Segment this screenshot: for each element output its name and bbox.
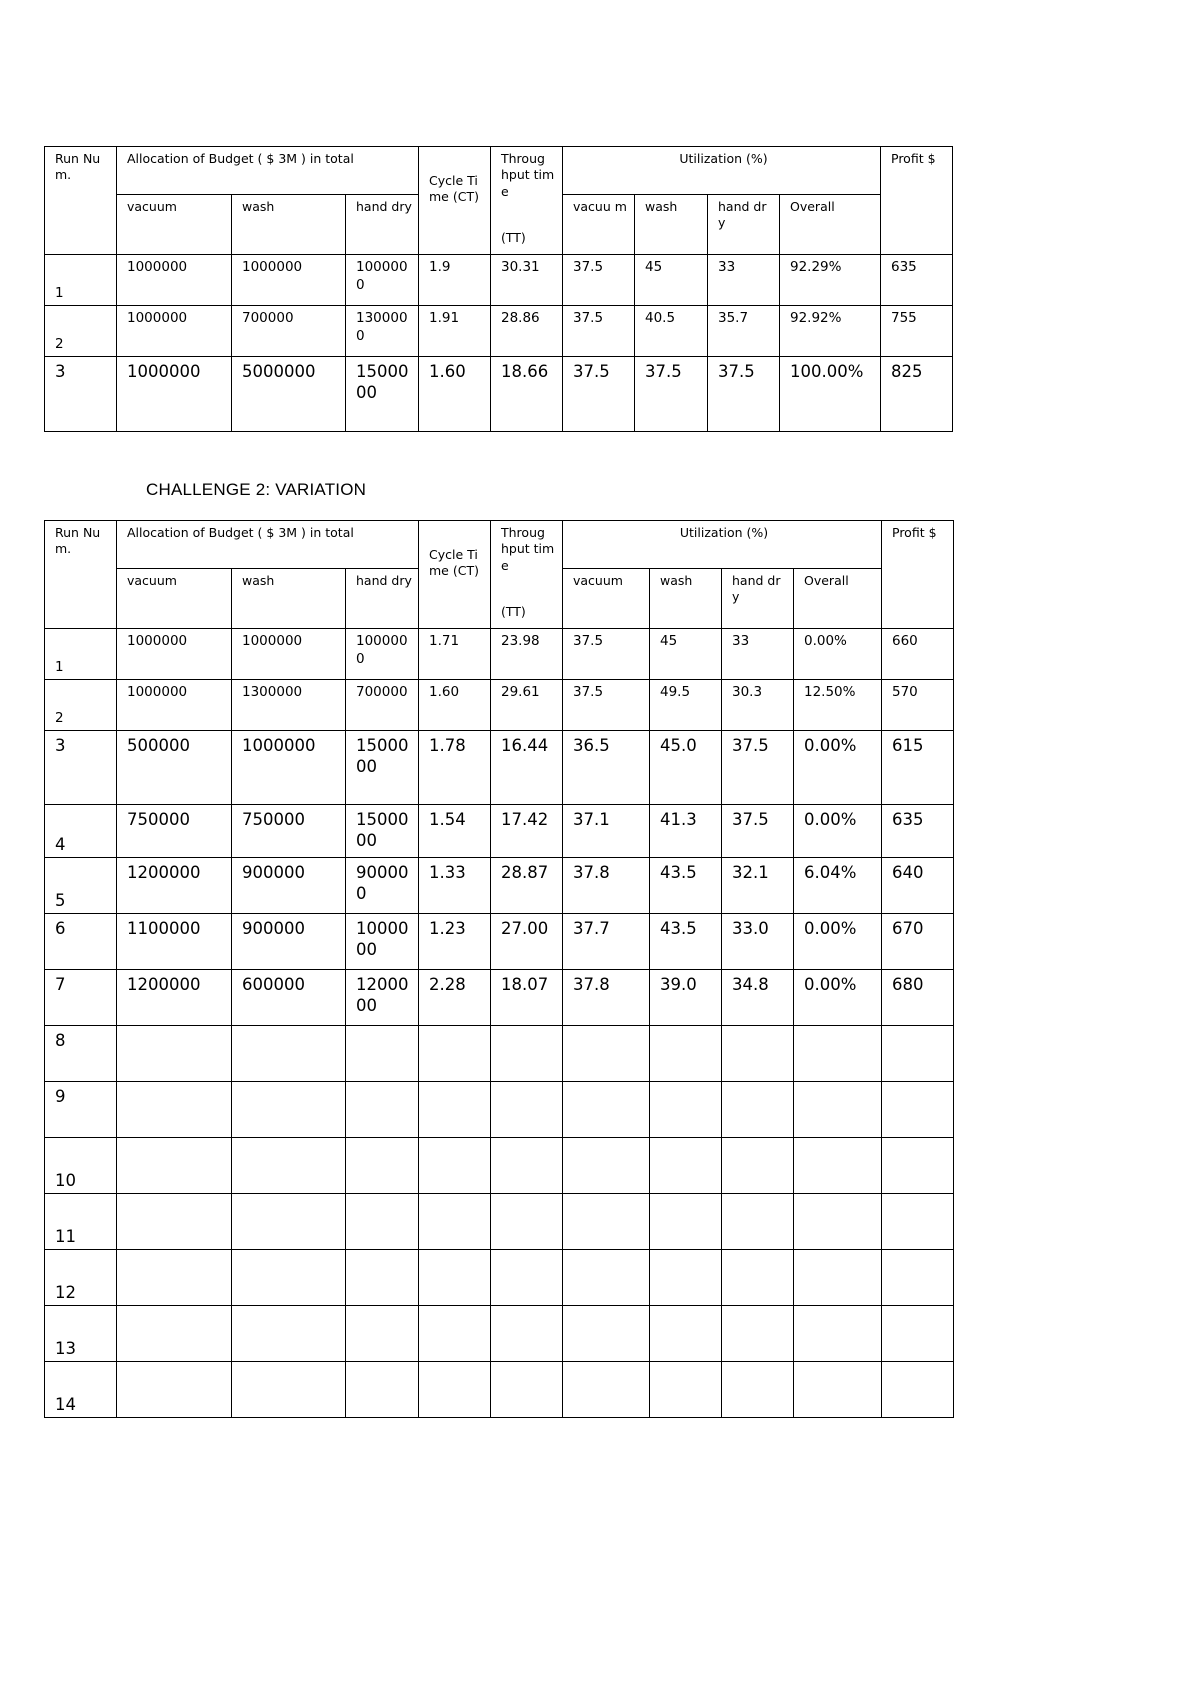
- utilization-header: Utilization (%): [563, 147, 881, 195]
- vacuum-cell: [117, 1250, 232, 1306]
- util-wash-cell: 49.5: [650, 680, 722, 731]
- cycle-time-header: Cycle Time (CT): [419, 147, 491, 255]
- util-wash-cell: [650, 1194, 722, 1250]
- throughput-cell: [491, 1306, 563, 1362]
- util-overall-cell: 12.50%: [794, 680, 882, 731]
- util-vacuum-cell: [563, 1362, 650, 1418]
- wash-cell: 900000: [232, 914, 346, 970]
- util-wash-cell: 43.5: [650, 858, 722, 914]
- profit-cell: [882, 1138, 954, 1194]
- table-row: [45, 1026, 954, 1082]
- util-vacuum-cell: 37.1: [563, 805, 650, 858]
- wash-cell: 1000000: [232, 255, 346, 306]
- vacuum-cell: 1000000: [117, 680, 232, 731]
- run-header: Run Num.: [45, 521, 117, 629]
- util-overall-cell: 0.00%: [794, 914, 882, 970]
- wash-cell: 1000000: [232, 629, 346, 680]
- table-row: [45, 1306, 954, 1362]
- profit-cell: 635: [881, 255, 953, 306]
- wash-cell: 1000000: [232, 731, 346, 805]
- run-number-cell: 6: [45, 914, 117, 970]
- cycle-time-cell: 1.54: [419, 805, 491, 858]
- throughput-cell: [491, 1082, 563, 1138]
- util-vacuum-cell: [563, 1250, 650, 1306]
- util-overall-cell: [794, 1362, 882, 1418]
- wash-cell: 1300000: [232, 680, 346, 731]
- table-row: [45, 1362, 954, 1418]
- util-overall-cell: 0.00%: [794, 970, 882, 1026]
- hand-dry-cell: [346, 1194, 419, 1250]
- util-overall-cell: [794, 1194, 882, 1250]
- throughput-header: [491, 521, 563, 629]
- run-number-cell: 4: [45, 805, 117, 858]
- hand-dry-cell: 1200000: [346, 970, 419, 1026]
- cycle-time-cell: 1.71: [419, 629, 491, 680]
- util-hand-dry-cell: [722, 1026, 794, 1082]
- hand-dry-cell: 1300000: [346, 306, 419, 357]
- cycle-time-cell: [419, 1138, 491, 1194]
- util-hand-dry-cell: 37.5: [722, 731, 794, 805]
- util-overall-cell: 100.00%: [780, 357, 881, 432]
- util-hand-dry-header: hand dry: [722, 569, 794, 629]
- utilization-header: Utilization (%): [563, 521, 882, 569]
- run-number-cell: 10: [45, 1138, 117, 1194]
- util-overall-cell: 0.00%: [794, 629, 882, 680]
- profit-cell: 660: [882, 629, 954, 680]
- util-overall-header: Overall: [794, 569, 882, 629]
- run-number-cell: 14: [45, 1362, 117, 1418]
- vacuum-header: vacuum: [117, 569, 232, 629]
- throughput-header: [491, 147, 563, 255]
- vacuum-cell: [117, 1306, 232, 1362]
- vacuum-cell: 1100000: [117, 914, 232, 970]
- vacuum-cell: [117, 1362, 232, 1418]
- hand-dry-cell: 1500000: [346, 357, 419, 432]
- cycle-time-cell: [419, 1082, 491, 1138]
- wash-cell: 600000: [232, 970, 346, 1026]
- wash-header: wash: [232, 569, 346, 629]
- util-vacuum-cell: 37.8: [563, 970, 650, 1026]
- hand-dry-cell: 1000000: [346, 629, 419, 680]
- run-number-cell: 3: [45, 357, 117, 432]
- util-hand-dry-cell: [722, 1250, 794, 1306]
- hand-dry-cell: [346, 1026, 419, 1082]
- util-wash-cell: [650, 1250, 722, 1306]
- util-wash-header: wash: [635, 195, 708, 255]
- cycle-time-cell: [419, 1250, 491, 1306]
- allocation-header: Allocation of Budget ( $ 3M ) in total: [117, 521, 419, 569]
- util-hand-dry-cell: 37.5: [708, 357, 780, 432]
- run-number-cell: 1: [45, 255, 117, 306]
- profit-cell: 670: [882, 914, 954, 970]
- util-wash-cell: 37.5: [635, 357, 708, 432]
- util-hand-dry-cell: [722, 1362, 794, 1418]
- wash-cell: [232, 1082, 346, 1138]
- util-hand-dry-cell: 34.8: [722, 970, 794, 1026]
- vacuum-cell: [117, 1138, 232, 1194]
- util-wash-cell: 43.5: [650, 914, 722, 970]
- throughput-cell: [491, 1250, 563, 1306]
- profit-cell: [882, 1026, 954, 1082]
- profit-cell: 640: [882, 858, 954, 914]
- hand-dry-cell: [346, 1306, 419, 1362]
- cycle-time-cell: [419, 1194, 491, 1250]
- wash-cell: 700000: [232, 306, 346, 357]
- util-wash-cell: [650, 1362, 722, 1418]
- hand-dry-cell: [346, 1082, 419, 1138]
- util-hand-dry-cell: 30.3: [722, 680, 794, 731]
- table-row: [45, 255, 953, 306]
- cycle-time-header: Cycle Time (CT): [419, 521, 491, 629]
- hand-dry-cell: 900000: [346, 858, 419, 914]
- throughput-cell: 28.87: [491, 858, 563, 914]
- util-overall-cell: 92.92%: [780, 306, 881, 357]
- hand-dry-cell: 1500000: [346, 731, 419, 805]
- throughput-cell: [491, 1362, 563, 1418]
- util-hand-dry-cell: 33: [722, 629, 794, 680]
- profit-cell: 635: [882, 805, 954, 858]
- profit-cell: [882, 1306, 954, 1362]
- run-number-cell: 2: [45, 680, 117, 731]
- util-wash-cell: 39.0: [650, 970, 722, 1026]
- hand-dry-cell: [346, 1362, 419, 1418]
- cycle-time-cell: 1.9: [419, 255, 491, 306]
- run-number-cell: 12: [45, 1250, 117, 1306]
- util-hand-dry-cell: [722, 1194, 794, 1250]
- table-row: [45, 680, 954, 731]
- results-table-1: [44, 146, 953, 432]
- util-vacuum-cell: 37.5: [563, 306, 635, 357]
- throughput-cell: [491, 1194, 563, 1250]
- util-vacuum-cell: [563, 1306, 650, 1362]
- util-hand-dry-cell: 32.1: [722, 858, 794, 914]
- profit-cell: 615: [882, 731, 954, 805]
- util-vacuum-header: vacuu m: [563, 195, 635, 255]
- throughput-cell: [491, 1026, 563, 1082]
- vacuum-cell: 1000000: [117, 306, 232, 357]
- util-wash-cell: 45: [635, 255, 708, 306]
- profit-cell: 755: [881, 306, 953, 357]
- wash-cell: 5000000: [232, 357, 346, 432]
- util-vacuum-cell: 37.5: [563, 629, 650, 680]
- throughput-cell: 18.66: [491, 357, 563, 432]
- util-vacuum-cell: 37.5: [563, 357, 635, 432]
- cycle-time-cell: [419, 1306, 491, 1362]
- profit-cell: [882, 1194, 954, 1250]
- wash-cell: [232, 1362, 346, 1418]
- run-number-cell: 5: [45, 858, 117, 914]
- run-number-cell: 2: [45, 306, 117, 357]
- table-row: [45, 970, 954, 1026]
- run-number-cell: 8: [45, 1026, 117, 1082]
- hand-dry-header: hand dry: [346, 195, 419, 255]
- section-title: CHALLENGE 2: VARIATION: [146, 480, 367, 499]
- throughput-abbrev: (TT): [501, 229, 526, 245]
- profit-cell: 680: [882, 970, 954, 1026]
- util-hand-dry-cell: 33.0: [722, 914, 794, 970]
- profit-header: Profit $: [881, 147, 953, 255]
- vacuum-cell: [117, 1082, 232, 1138]
- throughput-label: Throug hput time: [501, 151, 555, 199]
- throughput-cell: 23.98: [491, 629, 563, 680]
- util-overall-cell: [794, 1082, 882, 1138]
- cycle-time-cell: 1.23: [419, 914, 491, 970]
- util-wash-cell: 41.3: [650, 805, 722, 858]
- wash-cell: 750000: [232, 805, 346, 858]
- wash-header: wash: [232, 195, 346, 255]
- util-overall-cell: 0.00%: [794, 731, 882, 805]
- wash-cell: 900000: [232, 858, 346, 914]
- table-row: [45, 629, 954, 680]
- table-row: [45, 805, 954, 858]
- util-vacuum-cell: [563, 1082, 650, 1138]
- util-overall-cell: [794, 1026, 882, 1082]
- vacuum-cell: 1000000: [117, 255, 232, 306]
- table-row: [45, 1194, 954, 1250]
- table-row: [45, 1082, 954, 1138]
- util-hand-dry-cell: [722, 1306, 794, 1362]
- hand-dry-cell: 1500000: [346, 805, 419, 858]
- hand-dry-cell: 1000000: [346, 255, 419, 306]
- util-vacuum-cell: 36.5: [563, 731, 650, 805]
- util-overall-cell: [794, 1250, 882, 1306]
- hand-dry-cell: [346, 1250, 419, 1306]
- util-hand-dry-cell: 33: [708, 255, 780, 306]
- results-table-2: [44, 520, 954, 1418]
- cycle-time-cell: [419, 1026, 491, 1082]
- table-row: [45, 357, 953, 432]
- vacuum-cell: [117, 1026, 232, 1082]
- cycle-time-cell: 2.28: [419, 970, 491, 1026]
- run-number-cell: 13: [45, 1306, 117, 1362]
- throughput-cell: 17.42: [491, 805, 563, 858]
- cycle-time-cell: 1.33: [419, 858, 491, 914]
- vacuum-cell: 500000: [117, 731, 232, 805]
- vacuum-cell: 750000: [117, 805, 232, 858]
- throughput-cell: 28.86: [491, 306, 563, 357]
- util-overall-cell: [794, 1138, 882, 1194]
- util-wash-cell: [650, 1306, 722, 1362]
- profit-header: Profit $: [882, 521, 954, 629]
- wash-cell: [232, 1250, 346, 1306]
- util-wash-cell: 45: [650, 629, 722, 680]
- table-row: [45, 731, 954, 805]
- util-vacuum-cell: 37.7: [563, 914, 650, 970]
- util-vacuum-cell: 37.5: [563, 255, 635, 306]
- throughput-cell: 16.44: [491, 731, 563, 805]
- run-number-cell: 11: [45, 1194, 117, 1250]
- vacuum-header: vacuum: [117, 195, 232, 255]
- util-wash-header: wash: [650, 569, 722, 629]
- run-number-cell: 9: [45, 1082, 117, 1138]
- table-row: [45, 858, 954, 914]
- util-wash-cell: [650, 1026, 722, 1082]
- util-wash-cell: 45.0: [650, 731, 722, 805]
- cycle-time-cell: 1.60: [419, 680, 491, 731]
- vacuum-cell: 1000000: [117, 629, 232, 680]
- util-hand-dry-header: hand dry: [708, 195, 780, 255]
- vacuum-cell: 1200000: [117, 970, 232, 1026]
- wash-cell: [232, 1026, 346, 1082]
- util-hand-dry-cell: 37.5: [722, 805, 794, 858]
- table-row: [45, 914, 954, 970]
- util-overall-header: Overall: [780, 195, 881, 255]
- table-row: [45, 1250, 954, 1306]
- allocation-header: Allocation of Budget ( $ 3M ) in total: [117, 147, 419, 195]
- vacuum-cell: 1200000: [117, 858, 232, 914]
- util-vacuum-cell: [563, 1138, 650, 1194]
- util-vacuum-cell: [563, 1026, 650, 1082]
- util-overall-cell: 92.29%: [780, 255, 881, 306]
- util-wash-cell: [650, 1082, 722, 1138]
- wash-cell: [232, 1194, 346, 1250]
- util-vacuum-header: vacuum: [563, 569, 650, 629]
- cycle-time-cell: [419, 1362, 491, 1418]
- util-hand-dry-cell: 35.7: [708, 306, 780, 357]
- profit-cell: [882, 1082, 954, 1138]
- throughput-abbrev: (TT): [501, 603, 526, 619]
- throughput-label: Throug hput time: [501, 525, 555, 573]
- throughput-cell: 30.31: [491, 255, 563, 306]
- throughput-cell: 18.07: [491, 970, 563, 1026]
- throughput-cell: [491, 1138, 563, 1194]
- cycle-time-cell: 1.60: [419, 357, 491, 432]
- run-number-cell: 3: [45, 731, 117, 805]
- profit-cell: [882, 1362, 954, 1418]
- table-row: [45, 1138, 954, 1194]
- run-number-cell: 1: [45, 629, 117, 680]
- util-hand-dry-cell: [722, 1138, 794, 1194]
- throughput-cell: 29.61: [491, 680, 563, 731]
- util-wash-cell: 40.5: [635, 306, 708, 357]
- util-vacuum-cell: [563, 1194, 650, 1250]
- util-wash-cell: [650, 1138, 722, 1194]
- util-vacuum-cell: 37.5: [563, 680, 650, 731]
- table-row: [45, 306, 953, 357]
- cycle-time-cell: 1.91: [419, 306, 491, 357]
- hand-dry-cell: 700000: [346, 680, 419, 731]
- profit-cell: [882, 1250, 954, 1306]
- hand-dry-header: hand dry: [346, 569, 419, 629]
- util-overall-cell: 0.00%: [794, 805, 882, 858]
- profit-cell: 570: [882, 680, 954, 731]
- wash-cell: [232, 1138, 346, 1194]
- throughput-cell: 27.00: [491, 914, 563, 970]
- util-overall-cell: [794, 1306, 882, 1362]
- vacuum-cell: [117, 1194, 232, 1250]
- cycle-time-cell: 1.78: [419, 731, 491, 805]
- wash-cell: [232, 1306, 346, 1362]
- hand-dry-cell: [346, 1138, 419, 1194]
- util-hand-dry-cell: [722, 1082, 794, 1138]
- vacuum-cell: 1000000: [117, 357, 232, 432]
- util-vacuum-cell: 37.8: [563, 858, 650, 914]
- profit-cell: 825: [881, 357, 953, 432]
- run-number-cell: 7: [45, 970, 117, 1026]
- run-header: Run Num.: [45, 147, 117, 255]
- hand-dry-cell: 1000000: [346, 914, 419, 970]
- util-overall-cell: 6.04%: [794, 858, 882, 914]
